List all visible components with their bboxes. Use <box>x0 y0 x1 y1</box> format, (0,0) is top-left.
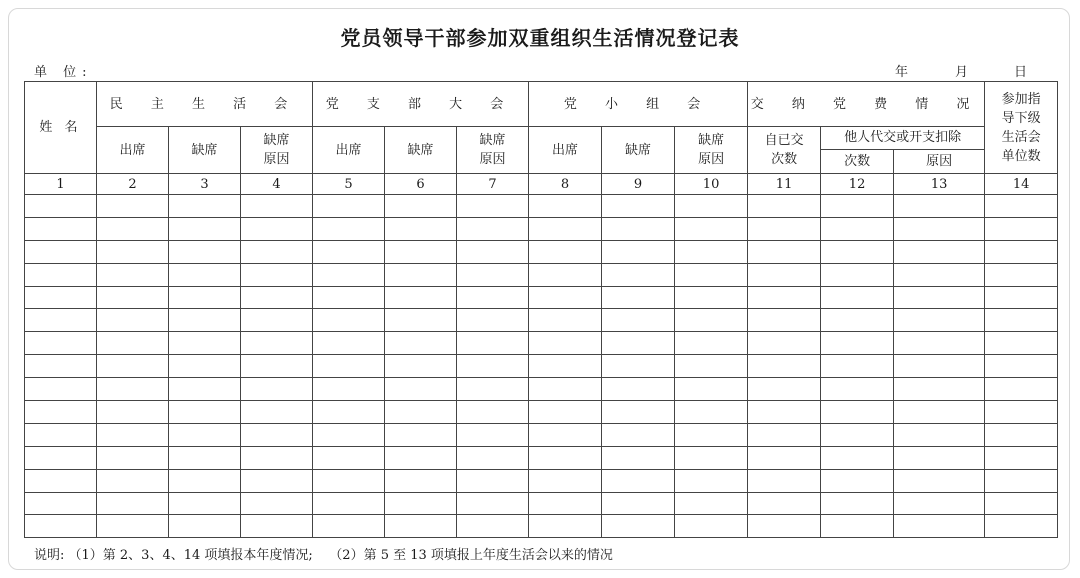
table-row <box>25 309 1058 332</box>
header-others-cause: 原因 <box>926 154 953 169</box>
table-cell[interactable] <box>169 378 241 401</box>
table-cell[interactable] <box>457 378 529 401</box>
header-self-pay-line: 自已交 <box>764 133 804 148</box>
table-cell[interactable] <box>97 515 169 538</box>
column-number: 8 <box>529 174 602 195</box>
table-cell[interactable] <box>313 469 385 492</box>
table-cell[interactable] <box>675 378 748 401</box>
table-cell[interactable] <box>25 309 97 332</box>
table-cell[interactable] <box>241 469 313 492</box>
table-cell[interactable] <box>25 492 97 515</box>
table-cell[interactable] <box>97 492 169 515</box>
table-cell[interactable] <box>25 378 97 401</box>
table-cell[interactable] <box>748 378 821 401</box>
table-cell[interactable] <box>97 286 169 309</box>
header-attend: 出席 <box>529 127 602 174</box>
table-cell[interactable] <box>385 401 457 424</box>
table-cell[interactable] <box>821 355 894 378</box>
table-cell[interactable] <box>457 195 529 218</box>
table-cell[interactable] <box>675 217 748 240</box>
table-cell[interactable] <box>529 423 602 446</box>
column-number: 3 <box>169 174 241 195</box>
table-cell[interactable] <box>985 378 1058 401</box>
table-cell[interactable] <box>97 469 169 492</box>
table-cell[interactable] <box>529 401 602 424</box>
header-reason-line: 缺席 <box>479 133 506 148</box>
table-cell[interactable] <box>602 195 675 218</box>
table-row <box>25 492 1058 515</box>
table-cell[interactable] <box>894 378 985 401</box>
table-cell[interactable] <box>25 195 97 218</box>
table-cell[interactable] <box>241 423 313 446</box>
table-cell[interactable] <box>675 286 748 309</box>
table-cell[interactable] <box>25 217 97 240</box>
table-cell[interactable] <box>602 469 675 492</box>
header-guide-line: 生活会 <box>1001 129 1041 145</box>
header-reason-line: 原因 <box>698 152 725 167</box>
table-cell[interactable] <box>821 446 894 469</box>
table-cell[interactable] <box>385 446 457 469</box>
table-cell[interactable] <box>602 423 675 446</box>
table-cell[interactable] <box>457 309 529 332</box>
table-cell[interactable] <box>241 355 313 378</box>
column-number: 13 <box>894 174 985 195</box>
table-cell[interactable] <box>529 217 602 240</box>
data-rows <box>25 195 1058 538</box>
table-cell[interactable] <box>985 515 1058 538</box>
table-cell[interactable] <box>97 240 169 263</box>
table-row <box>25 401 1058 424</box>
table-cell[interactable] <box>821 195 894 218</box>
table-cell[interactable] <box>602 217 675 240</box>
header-guide-line: 单位数 <box>1001 148 1041 164</box>
table-cell[interactable] <box>385 195 457 218</box>
table-row <box>25 195 1058 218</box>
table-cell[interactable] <box>385 355 457 378</box>
header-group-branch-meeting: 党 支 部 大 会 <box>313 82 529 127</box>
table-cell[interactable] <box>457 286 529 309</box>
table-cell[interactable] <box>97 217 169 240</box>
table-cell[interactable] <box>602 332 675 355</box>
table-cell[interactable] <box>602 263 675 286</box>
table-cell[interactable] <box>675 446 748 469</box>
table-cell[interactable] <box>748 263 821 286</box>
table-cell[interactable] <box>894 309 985 332</box>
table-cell[interactable] <box>169 492 241 515</box>
table-cell[interactable] <box>985 423 1058 446</box>
table-cell[interactable] <box>313 240 385 263</box>
table-cell[interactable] <box>748 195 821 218</box>
header-others-count: 次数 <box>821 150 894 173</box>
table-row <box>25 446 1058 469</box>
table-cell[interactable] <box>894 446 985 469</box>
table-cell[interactable] <box>97 401 169 424</box>
date-year-label: 年 <box>895 65 909 80</box>
table-cell[interactable] <box>97 263 169 286</box>
table-cell[interactable] <box>313 515 385 538</box>
table-cell[interactable] <box>313 332 385 355</box>
table-cell[interactable] <box>385 309 457 332</box>
table-cell[interactable] <box>241 195 313 218</box>
table-cell[interactable] <box>457 469 529 492</box>
table-cell[interactable] <box>169 263 241 286</box>
table-cell[interactable] <box>97 446 169 469</box>
header-self-pay-line: 次数 <box>771 152 798 167</box>
table-cell[interactable] <box>457 217 529 240</box>
table-cell[interactable] <box>985 332 1058 355</box>
table-cell[interactable] <box>894 469 985 492</box>
table-cell[interactable] <box>675 263 748 286</box>
table-cell[interactable] <box>97 309 169 332</box>
table-cell[interactable] <box>675 492 748 515</box>
table-cell[interactable] <box>313 309 385 332</box>
table-cell[interactable] <box>821 492 894 515</box>
header-absent: 缺席 <box>385 127 457 174</box>
table-cell[interactable] <box>748 515 821 538</box>
column-number: 4 <box>241 174 313 195</box>
table-cell[interactable] <box>97 332 169 355</box>
table-cell[interactable] <box>985 263 1058 286</box>
table-cell[interactable] <box>985 401 1058 424</box>
table-cell[interactable] <box>529 492 602 515</box>
table-cell[interactable] <box>821 401 894 424</box>
header-group-democratic-life: 民 主 生 活 会 <box>97 82 313 127</box>
table-cell[interactable] <box>985 355 1058 378</box>
table-cell[interactable] <box>985 195 1058 218</box>
table-cell[interactable] <box>457 446 529 469</box>
table-cell[interactable] <box>97 378 169 401</box>
table-cell[interactable] <box>748 355 821 378</box>
table-row <box>25 355 1058 378</box>
table-cell[interactable] <box>529 332 602 355</box>
table-cell[interactable] <box>25 423 97 446</box>
header-absence-reason <box>675 127 748 174</box>
table-cell[interactable] <box>25 469 97 492</box>
table-cell[interactable] <box>313 355 385 378</box>
table-cell[interactable] <box>748 446 821 469</box>
table-cell[interactable] <box>25 515 97 538</box>
column-number-row <box>25 174 1058 195</box>
table-cell[interactable] <box>241 492 313 515</box>
table-cell[interactable] <box>241 515 313 538</box>
table-cell[interactable] <box>25 263 97 286</box>
header-attend: 出席 <box>97 127 169 174</box>
table-cell[interactable] <box>313 446 385 469</box>
table-cell[interactable] <box>529 309 602 332</box>
column-number: 1 <box>25 174 97 195</box>
date-day-label: 日 <box>1014 65 1028 80</box>
table-cell[interactable] <box>529 355 602 378</box>
header-name <box>25 82 97 174</box>
table-row <box>25 240 1058 263</box>
table-cell[interactable] <box>97 195 169 218</box>
table-cell[interactable] <box>385 332 457 355</box>
table-cell[interactable] <box>894 286 985 309</box>
table-cell[interactable] <box>97 355 169 378</box>
table-row <box>25 332 1058 355</box>
table-cell[interactable] <box>241 332 313 355</box>
table-cell[interactable] <box>748 217 821 240</box>
table-cell[interactable] <box>748 286 821 309</box>
table-cell[interactable] <box>385 263 457 286</box>
table-cell[interactable] <box>894 355 985 378</box>
table-cell[interactable] <box>748 469 821 492</box>
header-absence-reason <box>241 127 313 174</box>
header-reason-line: 缺席 <box>263 133 290 148</box>
table-cell[interactable] <box>985 446 1058 469</box>
table-cell[interactable] <box>169 195 241 218</box>
table-cell[interactable] <box>894 263 985 286</box>
table-cell[interactable] <box>821 515 894 538</box>
table-cell[interactable] <box>529 263 602 286</box>
table-cell[interactable] <box>821 423 894 446</box>
table-cell[interactable] <box>385 240 457 263</box>
table-cell[interactable] <box>25 286 97 309</box>
column-number: 11 <box>748 174 821 195</box>
table-row <box>25 378 1058 401</box>
table-cell[interactable] <box>529 469 602 492</box>
table-cell[interactable] <box>169 515 241 538</box>
table-cell[interactable] <box>985 286 1058 309</box>
column-number: 2 <box>97 174 169 195</box>
header-attend: 出席 <box>313 127 385 174</box>
table-cell[interactable] <box>894 515 985 538</box>
header-absence-reason <box>457 127 529 174</box>
table-cell[interactable] <box>894 217 985 240</box>
table-cell[interactable] <box>821 378 894 401</box>
table-row <box>25 217 1058 240</box>
table-cell[interactable] <box>313 378 385 401</box>
table-cell[interactable] <box>313 401 385 424</box>
table-row <box>25 469 1058 492</box>
table-cell[interactable] <box>821 263 894 286</box>
table-cell[interactable] <box>894 401 985 424</box>
column-number: 5 <box>313 174 385 195</box>
table-cell[interactable] <box>169 423 241 446</box>
table-cell[interactable] <box>25 355 97 378</box>
table-cell[interactable] <box>602 446 675 469</box>
table-cell[interactable] <box>385 286 457 309</box>
table-cell[interactable] <box>169 240 241 263</box>
column-number: 10 <box>675 174 748 195</box>
table-cell[interactable] <box>385 217 457 240</box>
table-cell[interactable] <box>985 309 1058 332</box>
table-cell[interactable] <box>457 263 529 286</box>
column-number: 14 <box>985 174 1058 195</box>
table-cell[interactable] <box>313 286 385 309</box>
table-cell[interactable] <box>457 401 529 424</box>
table-cell[interactable] <box>25 332 97 355</box>
table-cell[interactable] <box>457 492 529 515</box>
table-cell[interactable] <box>602 401 675 424</box>
form-title: 党员领导干部参加双重组织生活情况登记表 <box>340 26 740 50</box>
table-cell[interactable] <box>821 286 894 309</box>
table-cell[interactable] <box>602 240 675 263</box>
header-group-party-group: 党 小 组 会 <box>529 82 748 127</box>
table-cell[interactable] <box>313 263 385 286</box>
table-cell[interactable] <box>241 263 313 286</box>
table-cell[interactable] <box>385 492 457 515</box>
header-guide-line: 导下级 <box>1001 110 1041 126</box>
table-cell[interactable] <box>169 401 241 424</box>
table-cell[interactable] <box>675 355 748 378</box>
table-cell[interactable] <box>985 469 1058 492</box>
header-absent: 缺席 <box>602 127 675 174</box>
table-cell[interactable] <box>529 286 602 309</box>
table-cell[interactable] <box>675 240 748 263</box>
table-cell[interactable] <box>748 423 821 446</box>
table-cell[interactable] <box>821 309 894 332</box>
table-cell[interactable] <box>602 515 675 538</box>
table-cell[interactable] <box>241 378 313 401</box>
column-number: 6 <box>385 174 457 195</box>
table-cell[interactable] <box>894 240 985 263</box>
table-cell[interactable] <box>457 355 529 378</box>
table-row <box>25 286 1058 309</box>
table-cell[interactable] <box>748 240 821 263</box>
table-cell[interactable] <box>675 332 748 355</box>
table-cell[interactable] <box>748 332 821 355</box>
table-cell[interactable] <box>241 309 313 332</box>
table-cell[interactable] <box>25 240 97 263</box>
table-cell[interactable] <box>457 332 529 355</box>
table-cell[interactable] <box>748 492 821 515</box>
table-cell[interactable] <box>602 378 675 401</box>
table-cell[interactable] <box>675 515 748 538</box>
table-cell[interactable] <box>457 240 529 263</box>
header-absent: 缺席 <box>169 127 241 174</box>
table-cell[interactable] <box>748 309 821 332</box>
table-cell[interactable] <box>529 195 602 218</box>
table-cell[interactable] <box>169 355 241 378</box>
registration-table <box>24 81 1058 538</box>
table-row <box>25 263 1058 286</box>
header-reason-line: 原因 <box>263 152 290 167</box>
header-others-pay <box>821 127 985 174</box>
table-cell[interactable] <box>894 195 985 218</box>
table-cell[interactable] <box>985 217 1058 240</box>
table-cell[interactable] <box>385 515 457 538</box>
table-cell[interactable] <box>241 217 313 240</box>
footnote: 说明: （1）第 2、3、4、14 项填报本年度情况; （2）第 5 至 13 项填报上年度生活会以来的情况 <box>34 548 613 563</box>
column-number: 12 <box>821 174 894 195</box>
table-cell[interactable] <box>385 423 457 446</box>
table-cell[interactable] <box>821 240 894 263</box>
table-cell[interactable] <box>894 423 985 446</box>
table-cell[interactable] <box>241 401 313 424</box>
table-cell[interactable] <box>894 492 985 515</box>
table-cell[interactable] <box>894 332 985 355</box>
table-cell[interactable] <box>529 446 602 469</box>
table-row <box>25 423 1058 446</box>
table-cell[interactable] <box>985 492 1058 515</box>
column-number: 9 <box>602 174 675 195</box>
table-cell[interactable] <box>675 469 748 492</box>
header-name-text: 姓 名 <box>39 120 82 135</box>
table-cell[interactable] <box>457 515 529 538</box>
header-reason-line: 原因 <box>479 152 506 167</box>
table-cell[interactable] <box>675 423 748 446</box>
table-row <box>25 515 1058 538</box>
table-cell[interactable] <box>821 217 894 240</box>
unit-label: 单 位: <box>34 65 93 80</box>
table-cell[interactable] <box>675 195 748 218</box>
table-cell[interactable] <box>313 492 385 515</box>
header-guide <box>985 82 1058 174</box>
table-cell[interactable] <box>457 423 529 446</box>
column-number: 7 <box>457 174 529 195</box>
table-cell[interactable] <box>169 332 241 355</box>
table-cell[interactable] <box>169 446 241 469</box>
table-cell[interactable] <box>241 286 313 309</box>
table-cell[interactable] <box>675 309 748 332</box>
table-cell[interactable] <box>313 195 385 218</box>
table-cell[interactable] <box>748 401 821 424</box>
table-cell[interactable] <box>385 469 457 492</box>
table-cell[interactable] <box>169 469 241 492</box>
table-cell[interactable] <box>602 355 675 378</box>
table-cell[interactable] <box>169 286 241 309</box>
table-cell[interactable] <box>529 515 602 538</box>
date-month-label: 月 <box>955 65 969 80</box>
header-others-pay-label: 他人代交或开支扣除 <box>821 127 984 150</box>
table-cell[interactable] <box>602 286 675 309</box>
table-cell[interactable] <box>169 217 241 240</box>
header-self-pay <box>748 127 821 174</box>
table-cell[interactable] <box>985 240 1058 263</box>
header-group-dues: 交 纳 党 费 情 况 <box>748 82 985 127</box>
table-cell[interactable] <box>529 378 602 401</box>
table-cell[interactable] <box>25 446 97 469</box>
table-cell[interactable] <box>169 309 241 332</box>
table-cell[interactable] <box>241 240 313 263</box>
header-reason-line: 缺席 <box>698 133 725 148</box>
table-cell[interactable] <box>313 217 385 240</box>
table-cell[interactable] <box>97 423 169 446</box>
table-cell[interactable] <box>675 401 748 424</box>
header-guide-line: 参加指 <box>1001 91 1041 107</box>
table-cell[interactable] <box>821 332 894 355</box>
table-cell[interactable] <box>529 240 602 263</box>
table-cell[interactable] <box>821 469 894 492</box>
table-cell[interactable] <box>385 378 457 401</box>
table-cell[interactable] <box>602 492 675 515</box>
table-cell[interactable] <box>241 446 313 469</box>
table-cell[interactable] <box>313 423 385 446</box>
table-cell[interactable] <box>25 401 97 424</box>
table-cell[interactable] <box>602 309 675 332</box>
